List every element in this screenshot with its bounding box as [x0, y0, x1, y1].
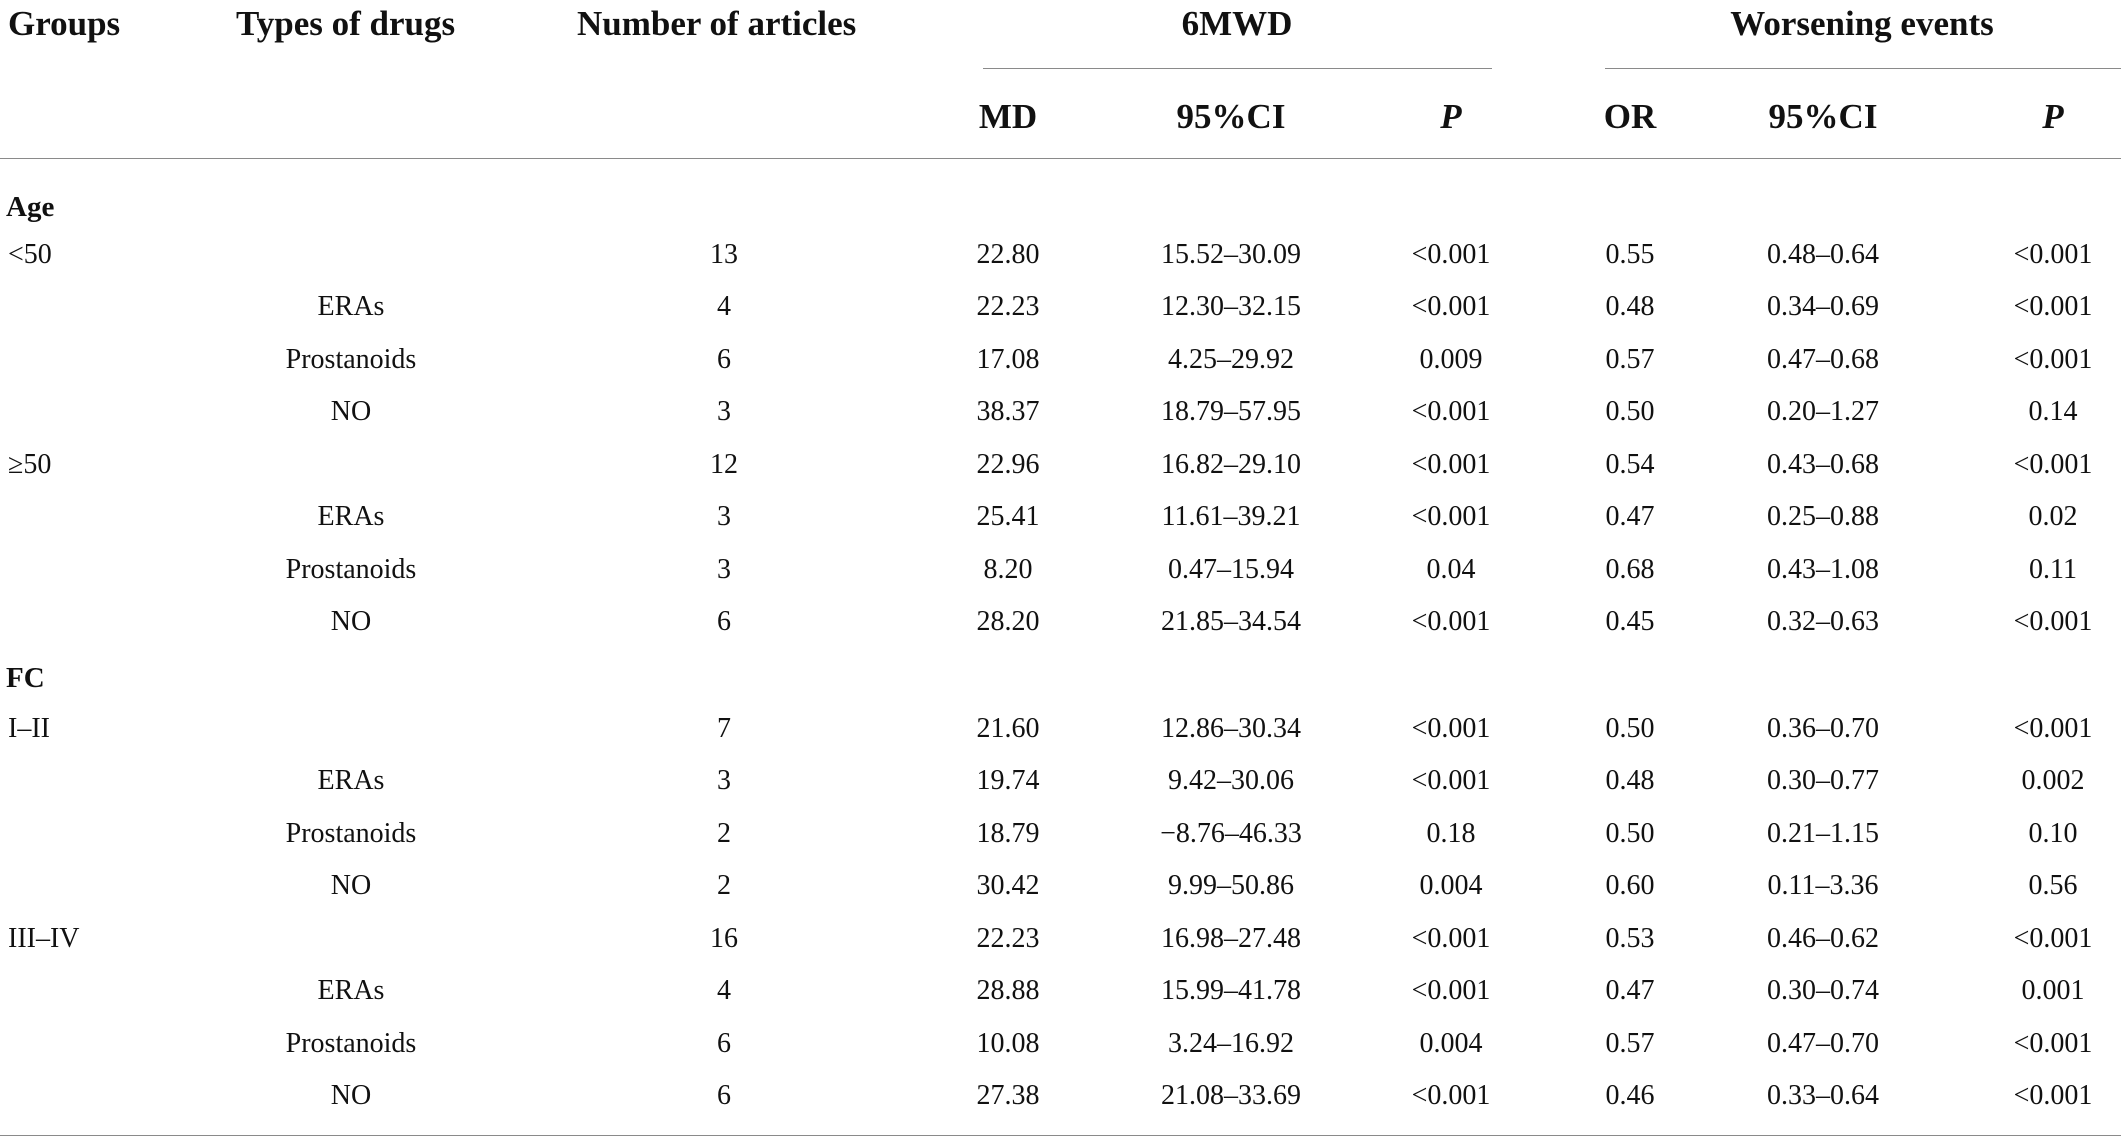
- cell-md: 18.79: [976, 818, 1040, 849]
- table-row: [0, 977, 2121, 1017]
- cell-or: 0.57: [1605, 344, 1655, 375]
- table-row: [0, 925, 2121, 965]
- cell-number-of-articles: 12: [710, 449, 738, 480]
- cell-p-6mwd: 0.004: [1419, 1028, 1483, 1059]
- cell-p-6mwd: <0.001: [1411, 291, 1491, 322]
- cell-number-of-articles: 3: [717, 554, 731, 585]
- cell-md: 28.88: [976, 975, 1040, 1006]
- col-header-6mwd: 6MWD: [1181, 4, 1293, 43]
- cell-group: III–IV: [8, 923, 80, 954]
- cell-p-worsening: 0.11: [2029, 554, 2077, 585]
- table-row: [0, 293, 2121, 333]
- cell-or: 0.50: [1605, 396, 1655, 427]
- cell-drug-type: ERAs: [317, 501, 385, 532]
- cell-or: 0.45: [1605, 606, 1655, 637]
- cell-p-6mwd: 0.004: [1419, 870, 1483, 901]
- cell-drug-type: Prostanoids: [285, 1028, 417, 1059]
- table-row: [0, 346, 2121, 386]
- cell-md: 19.74: [976, 765, 1040, 796]
- cell-95ci-6mwd: 11.61–39.21: [1161, 501, 1301, 532]
- cell-95ci-6mwd: 18.79–57.95: [1161, 396, 1301, 427]
- cell-md: 28.20: [976, 606, 1040, 637]
- cell-p-worsening: <0.001: [2013, 1080, 2093, 1111]
- col-header-p-worsening: P: [2042, 97, 2064, 136]
- cell-95ci-worsening: 0.20–1.27: [1767, 396, 1879, 427]
- col-header-or: OR: [1603, 97, 1657, 136]
- cell-number-of-articles: 3: [717, 396, 731, 427]
- cell-group: I–II: [8, 713, 50, 744]
- cell-or: 0.47: [1605, 501, 1655, 532]
- cell-p-worsening: <0.001: [2013, 923, 2093, 954]
- cell-or: 0.53: [1605, 923, 1655, 954]
- cell-p-worsening: 0.14: [2028, 396, 2078, 427]
- cell-md: 22.23: [976, 923, 1040, 954]
- table-row: [0, 820, 2121, 860]
- section-label-fc: FC: [6, 662, 45, 694]
- cell-md: 17.08: [976, 344, 1040, 375]
- cell-95ci-6mwd: 16.98–27.48: [1161, 923, 1301, 954]
- table-row: [0, 715, 2121, 755]
- cell-md: 38.37: [976, 396, 1040, 427]
- cell-group: <50: [8, 239, 52, 270]
- cell-95ci-worsening: 0.33–0.64: [1767, 1080, 1879, 1111]
- cell-drug-type: Prostanoids: [285, 554, 417, 585]
- cell-or: 0.47: [1605, 975, 1655, 1006]
- cell-p-6mwd: <0.001: [1411, 923, 1491, 954]
- cell-p-worsening: 0.02: [2028, 501, 2078, 532]
- cell-or: 0.48: [1605, 765, 1655, 796]
- cell-drug-type: NO: [330, 870, 372, 901]
- cell-p-6mwd: 0.18: [1426, 818, 1476, 849]
- cell-95ci-worsening: 0.47–0.70: [1767, 1028, 1879, 1059]
- cell-95ci-worsening: 0.48–0.64: [1767, 239, 1879, 270]
- cell-number-of-articles: 4: [717, 975, 731, 1006]
- cell-p-worsening: 0.56: [2028, 870, 2078, 901]
- cell-md: 27.38: [976, 1080, 1040, 1111]
- cell-95ci-6mwd: 9.42–30.06: [1168, 765, 1294, 796]
- cell-p-worsening: <0.001: [2013, 606, 2093, 637]
- cell-drug-type: NO: [330, 606, 372, 637]
- cell-number-of-articles: 6: [717, 606, 731, 637]
- cell-p-6mwd: <0.001: [1411, 713, 1491, 744]
- cell-number-of-articles: 3: [717, 765, 731, 796]
- table-row: [0, 503, 2121, 543]
- col-header-md: MD: [978, 97, 1038, 136]
- table-row: [0, 1082, 2121, 1122]
- cell-p-worsening: <0.001: [2013, 713, 2093, 744]
- cell-or: 0.48: [1605, 291, 1655, 322]
- cell-md: 22.23: [976, 291, 1040, 322]
- cell-p-6mwd: <0.001: [1411, 1080, 1491, 1111]
- table-row: [0, 767, 2121, 807]
- cell-p-6mwd: <0.001: [1411, 606, 1491, 637]
- cell-95ci-6mwd: −8.76–46.33: [1160, 818, 1302, 849]
- cell-95ci-6mwd: 12.86–30.34: [1161, 713, 1301, 744]
- cell-p-worsening: <0.001: [2013, 449, 2093, 480]
- cell-number-of-articles: 3: [717, 501, 731, 532]
- spanner-rule-6mwd: [983, 68, 1492, 69]
- spanner-rule-worsening-events: [1605, 68, 2121, 69]
- cell-p-6mwd: 0.04: [1426, 554, 1476, 585]
- cell-or: 0.46: [1605, 1080, 1655, 1111]
- cell-p-worsening: <0.001: [2013, 239, 2093, 270]
- table-bottom-rule: [0, 1135, 2121, 1136]
- cell-or: 0.55: [1605, 239, 1655, 270]
- cell-p-worsening: 0.001: [2021, 975, 2085, 1006]
- cell-number-of-articles: 6: [717, 344, 731, 375]
- cell-95ci-worsening: 0.30–0.77: [1767, 765, 1879, 796]
- cell-p-worsening: 0.10: [2028, 818, 2078, 849]
- cell-p-6mwd: <0.001: [1411, 975, 1491, 1006]
- cell-95ci-worsening: 0.21–1.15: [1767, 818, 1879, 849]
- col-header-95ci-6mwd: 95%CI: [1176, 97, 1286, 136]
- col-header-95ci-worsening: 95%CI: [1768, 97, 1878, 136]
- cell-md: 22.80: [976, 239, 1040, 270]
- cell-95ci-6mwd: 9.99–50.86: [1168, 870, 1294, 901]
- cell-number-of-articles: 4: [717, 291, 731, 322]
- cell-drug-type: NO: [330, 396, 372, 427]
- table-row: [0, 451, 2121, 491]
- cell-drug-type: NO: [330, 1080, 372, 1111]
- cell-number-of-articles: 2: [717, 818, 731, 849]
- table-row: [0, 608, 2121, 648]
- col-header-types-of-drugs: Types of drugs: [236, 4, 456, 43]
- cell-p-worsening: <0.001: [2013, 1028, 2093, 1059]
- cell-number-of-articles: 13: [710, 239, 738, 270]
- cell-md: 30.42: [976, 870, 1040, 901]
- cell-p-6mwd: <0.001: [1411, 449, 1491, 480]
- cell-95ci-6mwd: 15.52–30.09: [1161, 239, 1301, 270]
- cell-or: 0.68: [1605, 554, 1655, 585]
- cell-95ci-worsening: 0.11–3.36: [1767, 870, 1879, 901]
- cell-95ci-6mwd: 21.85–34.54: [1161, 606, 1301, 637]
- cell-number-of-articles: 6: [717, 1080, 731, 1111]
- cell-95ci-worsening: 0.34–0.69: [1767, 291, 1879, 322]
- cell-95ci-worsening: 0.43–1.08: [1767, 554, 1879, 585]
- cell-drug-type: ERAs: [317, 291, 385, 322]
- cell-95ci-worsening: 0.25–0.88: [1767, 501, 1879, 532]
- cell-or: 0.57: [1605, 1028, 1655, 1059]
- col-header-worsening-events: Worsening events: [1730, 4, 1994, 43]
- cell-95ci-6mwd: 21.08–33.69: [1161, 1080, 1301, 1111]
- cell-or: 0.60: [1605, 870, 1655, 901]
- cell-p-worsening: <0.001: [2013, 344, 2093, 375]
- table-row: [0, 398, 2121, 438]
- header-bottom-rule: [0, 158, 2121, 159]
- cell-p-worsening: <0.001: [2013, 291, 2093, 322]
- cell-or: 0.50: [1605, 818, 1655, 849]
- cell-95ci-worsening: 0.47–0.68: [1767, 344, 1879, 375]
- cell-p-6mwd: 0.009: [1419, 344, 1483, 375]
- cell-95ci-6mwd: 0.47–15.94: [1168, 554, 1294, 585]
- cell-95ci-6mwd: 12.30–32.15: [1161, 291, 1301, 322]
- cell-95ci-6mwd: 4.25–29.92: [1168, 344, 1294, 375]
- cell-95ci-worsening: 0.32–0.63: [1767, 606, 1879, 637]
- table-row: [0, 241, 2121, 281]
- cell-md: 22.96: [976, 449, 1040, 480]
- cell-or: 0.54: [1605, 449, 1655, 480]
- cell-number-of-articles: 2: [717, 870, 731, 901]
- cell-95ci-6mwd: 16.82–29.10: [1161, 449, 1301, 480]
- cell-md: 21.60: [976, 713, 1040, 744]
- cell-drug-type: ERAs: [317, 765, 385, 796]
- cell-drug-type: ERAs: [317, 975, 385, 1006]
- cell-md: 25.41: [976, 501, 1040, 532]
- cell-95ci-6mwd: 15.99–41.78: [1161, 975, 1301, 1006]
- cell-number-of-articles: 6: [717, 1028, 731, 1059]
- table-row: [0, 556, 2121, 596]
- cell-md: 8.20: [983, 554, 1033, 585]
- cell-group: ≥50: [8, 449, 52, 480]
- cell-p-6mwd: <0.001: [1411, 501, 1491, 532]
- col-header-groups: Groups: [8, 4, 121, 43]
- cell-p-6mwd: <0.001: [1411, 239, 1491, 270]
- cell-or: 0.50: [1605, 713, 1655, 744]
- cell-95ci-6mwd: 3.24–16.92: [1168, 1028, 1294, 1059]
- cell-number-of-articles: 7: [717, 713, 731, 744]
- cell-p-worsening: 0.002: [2021, 765, 2085, 796]
- cell-95ci-worsening: 0.30–0.74: [1767, 975, 1879, 1006]
- cell-95ci-worsening: 0.36–0.70: [1767, 713, 1879, 744]
- col-header-number-of-articles: Number of articles: [577, 4, 857, 43]
- col-header-p-6mwd: P: [1440, 97, 1462, 136]
- cell-p-6mwd: <0.001: [1411, 765, 1491, 796]
- cell-95ci-worsening: 0.43–0.68: [1767, 449, 1879, 480]
- section-label-age: Age: [6, 191, 55, 223]
- cell-md: 10.08: [976, 1028, 1040, 1059]
- cell-95ci-worsening: 0.46–0.62: [1767, 923, 1879, 954]
- table-row: [0, 1030, 2121, 1070]
- cell-drug-type: Prostanoids: [285, 344, 417, 375]
- table-row: [0, 872, 2121, 912]
- cell-drug-type: Prostanoids: [285, 818, 417, 849]
- cell-number-of-articles: 16: [710, 923, 738, 954]
- cell-p-6mwd: <0.001: [1411, 396, 1491, 427]
